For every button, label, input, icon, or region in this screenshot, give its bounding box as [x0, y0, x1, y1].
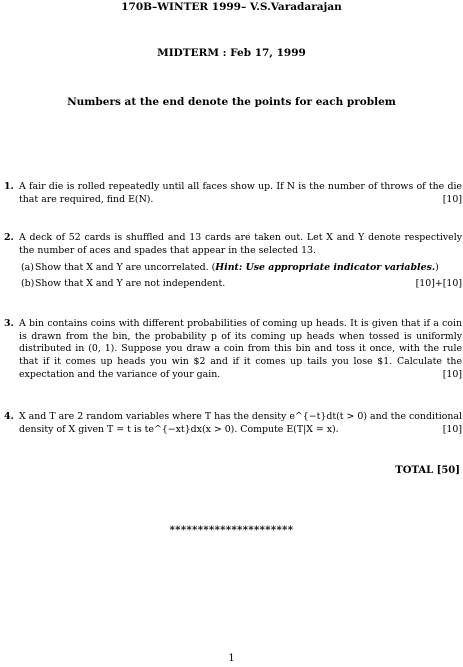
- problem-number: 1.: [4, 181, 14, 192]
- part-text: Show that X and Y are not independent.: [35, 278, 226, 290]
- part-hint: Hint: Use appropriate indicator variables.: [215, 262, 436, 274]
- page-number: 1: [228, 653, 235, 664]
- problem-text: X and T are 2 random variables where T has the density e^{−t}dt(t > 0) and the conditional density of X given T = t is te^{−xt}dx(x > 0). Compute E(T|X = x).: [19, 411, 462, 435]
- problem-4: [4, 411, 462, 436]
- exam-title: MIDTERM : Feb 17, 1999: [157, 47, 306, 59]
- problem-points: [10]+[10]: [415, 278, 462, 290]
- part-text-close: ): [435, 262, 439, 274]
- part-text: Show that X and Y are uncorrelated. (: [35, 262, 216, 274]
- problem-text: A fair die is rolled repeatedly until all faces show up. If N is the number of throws of the die that are required, find E(N).: [19, 181, 462, 205]
- problem-1: [4, 181, 462, 206]
- problem-number: 2.: [4, 232, 14, 243]
- part-label: (a): [21, 262, 34, 274]
- problem-points: [10]: [442, 368, 462, 380]
- problem-text: A deck of 52 cards is shuffled and 13 cards are taken out. Let X and Y denote respectively the number of aces and spades that appear in the selected 13.: [19, 232, 462, 256]
- stars-divider: **********************: [169, 525, 294, 536]
- points-note: Numbers at the end denote the points for each problem: [67, 96, 396, 108]
- part-label: (b): [21, 278, 35, 290]
- problem-points: [10]: [442, 423, 462, 435]
- problem-2-part-b: [21, 278, 462, 291]
- problem-2-part-a: [21, 262, 462, 275]
- problem-text: A bin contains coins with different probabilities of coming up heads. It is given that if a coin is drawn from the bin, the probability p of its coming up heads when tossed is uniformly distributed in (0, 1). Suppose you draw a coin from this bin and toss it once, with the rule that if it comes up heads you win $2 and if it comes up tails you lose $1. Calculate the expectation and the variance of your gain.: [19, 318, 462, 380]
- problem-number: 4.: [4, 411, 14, 422]
- course-header: 170B–WINTER 1999– V.S.Varadarajan: [121, 1, 342, 13]
- problem-points: [10]: [442, 193, 462, 205]
- problem-2: [4, 232, 462, 291]
- total-points: TOTAL [50]: [395, 465, 460, 476]
- problem-3: [4, 318, 462, 382]
- problem-number: 3.: [4, 318, 14, 329]
